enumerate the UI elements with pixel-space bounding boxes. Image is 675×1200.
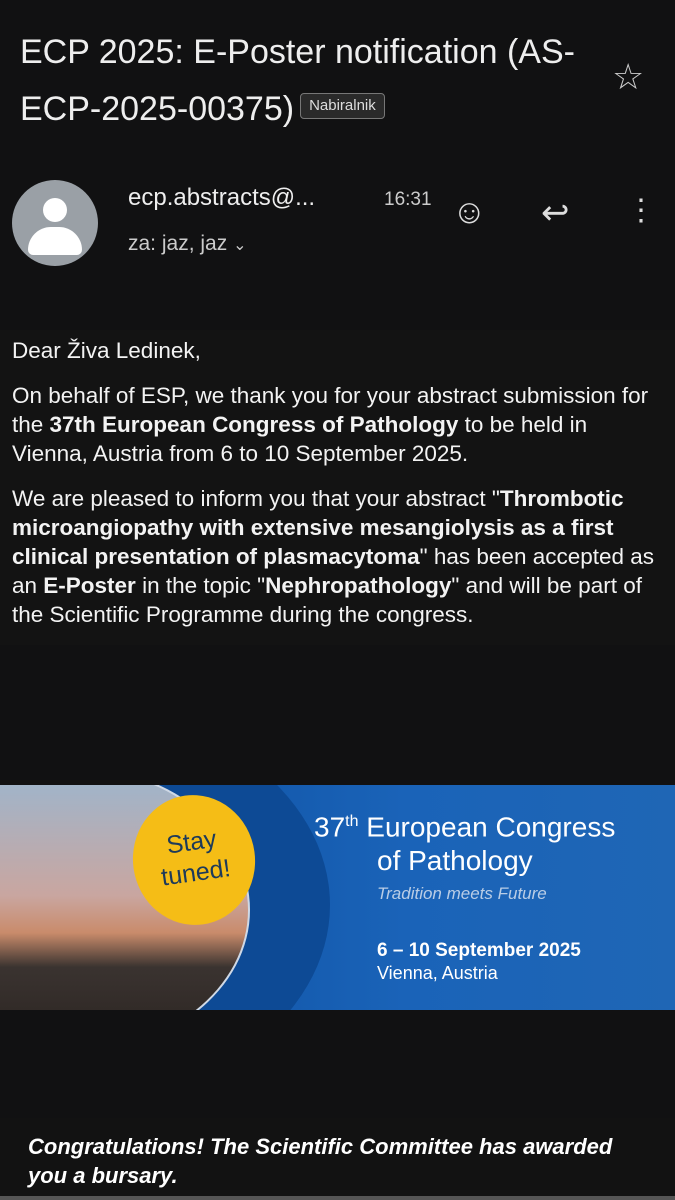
recipients-text: za: jaz, jaz (128, 232, 228, 255)
banner-tagline: Tradition meets Future (377, 884, 547, 903)
emoji-reaction-icon[interactable]: ☺ (452, 193, 487, 231)
recipients[interactable] (128, 232, 246, 256)
reply-icon[interactable]: ↩ (541, 194, 570, 232)
sender[interactable]: ecp.abstracts@... (128, 184, 316, 211)
inbox-label-badge[interactable]: Nabiralnik (300, 93, 385, 119)
stay-tuned-badge: Stay tuned! (125, 787, 264, 933)
more-options-icon[interactable]: ⋮ (626, 194, 656, 227)
paragraph-1: On behalf of ESP, we thank you for your abstract submission for the 37th European Congress of Pathology to be held in Vienna, Austria from 6 to 10 September 2025. (12, 383, 649, 466)
email-body (0, 330, 675, 645)
divider (0, 1196, 675, 1200)
star-icon[interactable]: ☆ (612, 56, 645, 97)
banner-title: 37th European Congress of Pathology (314, 811, 616, 877)
bursary-notice: Congratulations! The Scientific Committee has awarded you a bursary. (0, 1118, 675, 1196)
email-subject (20, 24, 600, 138)
banner-dates: 6 – 10 September 2025 (377, 940, 581, 961)
subject-text: ECP 2025: E-Poster notification (AS-ECP-2025-00375) (20, 33, 575, 128)
congress-banner-image (0, 785, 675, 1010)
greeting: Dear Živa Ledinek, (12, 338, 201, 363)
timestamp: 16:31 (384, 189, 432, 210)
avatar[interactable] (12, 180, 98, 266)
paragraph-2: We are pleased to inform you that your abstract "Thrombotic microangiopathy with extensive mesangiolysis as a first clinical presentation of plasmacytoma" has been accepted as an E-Poster in the topic "Nephropathology" and will be part of the Scientific Programme during the congress. (12, 486, 655, 627)
chevron-down-icon[interactable]: ⌄ (233, 237, 247, 254)
banner-location: Vienna, Austria (377, 963, 498, 983)
